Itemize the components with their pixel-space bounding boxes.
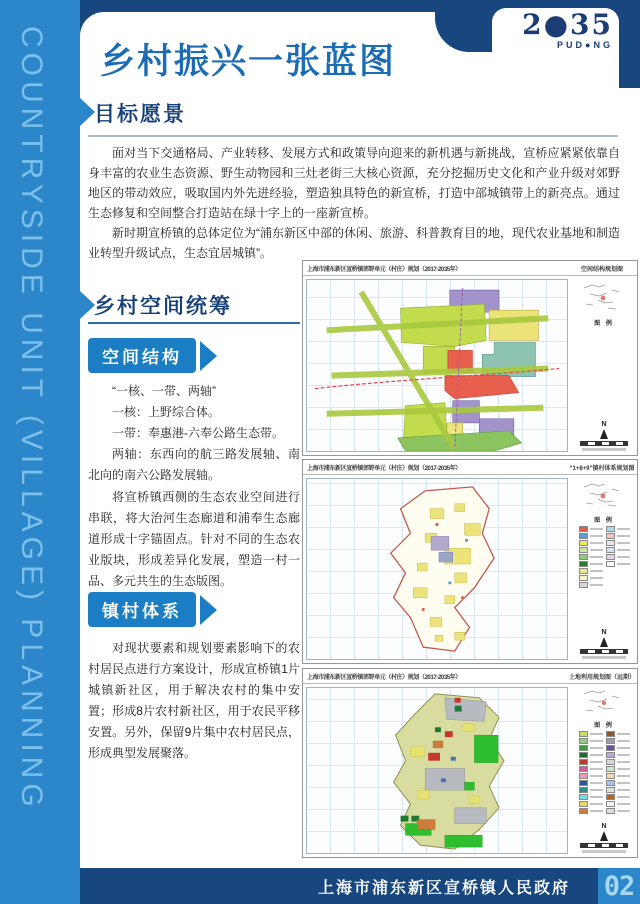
goal-paragraph-1: 面对当下交通格局、产业转移、发展方式和政策导向迎来的新机遇与新挑战，宣桥应紧紧依靠自身丰富的农业生态资源、野生动物园和三灶老街三大核心资源，充分挖掘历史文化和产业升级对郊野地区的带动效应，吸取国内外先进经验，塑造独具特色的新宣桥，打造中部城镇带上的新亮点。通过生态修复和空间整合打造站在绿十字上的一座新宣桥。	[88, 146, 620, 220]
village-paragraph: 对现状要素和规划要素影响下的农村居民点进行方案设计，形成宣桥镇1片城镇新社区，用于解决农村的集中安置；形成8片农村新社区，用于农民平移安置。另外，保留9片集中农村居民点，形成典型发展聚落。	[88, 641, 300, 760]
footer-government-name: 上海市浦东新区宣桥镇人民政府	[317, 879, 570, 897]
map-drawing	[307, 688, 567, 853]
footer-bar	[80, 868, 598, 904]
arrow-right-icon	[200, 341, 217, 371]
page-title: 乡村振兴一张蓝图	[100, 42, 397, 81]
village-label-box	[88, 592, 217, 627]
section-heading-goal: 目标愿景	[94, 103, 186, 126]
map-drawing	[307, 280, 567, 451]
logo-year-2035: 2●35	[522, 8, 613, 41]
structure-label: 空间结构	[88, 338, 196, 373]
legend-title: 图 例	[594, 518, 614, 524]
map-spatial-structure	[302, 260, 638, 456]
structure-lines	[88, 381, 300, 486]
map-side-panel	[571, 276, 637, 455]
map-title: 上海市浦东新区宣桥镇郊野单元（村庄）规划（2017-2035年）	[307, 266, 461, 273]
logo-2035-pudong	[492, 8, 619, 64]
goal-paragraphs	[88, 143, 620, 263]
structure-line: 一带：奉惠港-六奉公路生态带。	[112, 426, 284, 440]
scale-bar	[580, 441, 628, 446]
north-arrow-icon: N	[600, 629, 608, 647]
map-land-use	[302, 668, 638, 858]
inset-map-icon	[578, 686, 630, 718]
scale-bar	[580, 843, 628, 848]
inset-map-icon	[578, 278, 630, 316]
sidebar-arrow-notch	[80, 98, 95, 126]
legend-column	[606, 731, 630, 815]
map-note	[582, 656, 626, 659]
legend	[579, 731, 630, 815]
structure-line: 一核：上野综合体。	[112, 405, 221, 419]
map-town-village-system	[302, 459, 638, 664]
map-corner-label: 空间结构规划图	[580, 266, 623, 273]
map-canvas	[306, 687, 568, 854]
spatial-heading-underline	[88, 322, 300, 324]
legend-column	[606, 526, 630, 589]
map-header	[303, 261, 637, 276]
legend-title: 图 例	[594, 321, 614, 327]
page-number: 02	[603, 870, 635, 902]
structure-label-box	[88, 338, 217, 373]
spatial-paragraph: 将宣桥镇西侧的生态农业空间进行串联，将大治河生态廊道和浦奉生态廊道形成十字锚固点。针对不同的生态农业版块，形成差异化发展，塑造一村一品、多元共生的生态版图。	[88, 490, 300, 588]
map-corner-label: “1+8+9”镇村体系规划图	[569, 465, 635, 472]
map-side-panel	[571, 475, 637, 663]
map-side-panel	[571, 684, 637, 857]
village-label: 镇村体系	[88, 592, 196, 627]
map-corner-label: 土地利用规划图（远期）	[568, 674, 635, 681]
map-note	[582, 448, 626, 451]
legend-title: 图 例	[594, 723, 614, 729]
scale-bar	[580, 649, 628, 654]
sidebar-arrow-notch	[80, 291, 95, 319]
north-arrow-icon: N	[600, 823, 608, 841]
map-canvas	[306, 478, 568, 660]
map-canvas	[306, 279, 568, 452]
map-note	[582, 850, 626, 853]
arrow-right-icon	[200, 595, 217, 625]
structure-line: 两轴：东西向的航三路发展轴、南北向的南六公路发展轴。	[88, 447, 300, 482]
footer-page-block	[598, 868, 640, 904]
legend-column	[579, 526, 603, 589]
legend-column	[579, 731, 603, 815]
sidebar-vertical-title: COUNTRYSIDE UNIT (VILLAGE) PLANNING	[15, 26, 48, 812]
map-title: 上海市浦东新区宣桥镇郊野单元（村庄）规划（2017-2035年）	[307, 674, 461, 681]
goal-paragraph-2: 新时期宣桥镇的总体定位为“浦东新区中部的休闲、旅游、科普教育目的地，现代农业基地和制造业转型升级试点，生态宜居城镇”。	[88, 226, 620, 260]
legend	[579, 526, 630, 589]
map-header	[303, 669, 637, 684]
section-heading-spatial: 乡村空间统筹	[94, 295, 232, 318]
map-title: 上海市浦东新区宣桥镇郊野单元（村庄）规划（2017-2035年）	[307, 465, 461, 472]
right-edge-navy-tab	[619, 24, 640, 88]
map-drawing	[307, 479, 567, 659]
structure-line: “一核、一带、两轴”	[112, 384, 216, 398]
left-sidebar	[0, 0, 80, 904]
map-header	[303, 460, 637, 475]
north-arrow-icon: N	[600, 421, 608, 439]
logo-city-pudong: PUD●NG	[557, 40, 613, 50]
inset-map-icon	[578, 477, 630, 513]
divider-line	[88, 135, 618, 137]
